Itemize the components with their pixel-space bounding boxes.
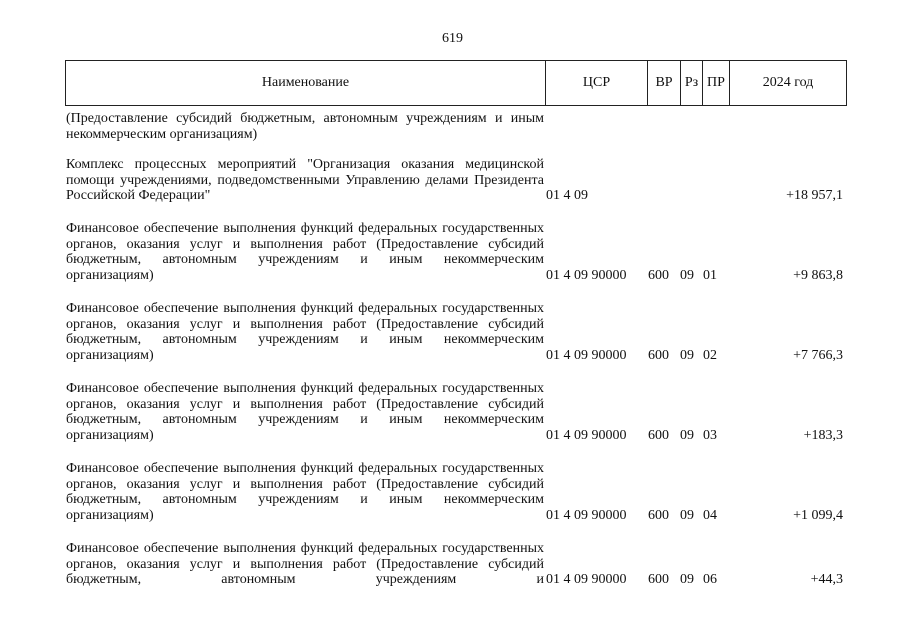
row-amount: +7 766,3 [793, 347, 843, 363]
row-name: Финансовое обеспечение выполнения функций федеральных государственных органов, оказания услуг и выполнения работ (Предоставление субсидий бюджетным, автономным учреждениям и иным некоммерческим организациям) [66, 461, 544, 523]
table-row [0, 111, 905, 142]
row-csr: 01 4 09 90000 [546, 507, 627, 523]
row-csr: 01 4 09 [546, 188, 588, 203]
row-vr: 600 [648, 572, 669, 587]
row-amount: +183,3 [803, 427, 843, 443]
row-pr: 04 [703, 507, 717, 523]
row-pr: 02 [703, 347, 717, 363]
row-amount: +1 099,4 [793, 507, 843, 523]
row-name: Комплекс процессных мероприятий "Организация оказания медицинской помощи учреждениями, подведомственными Управлению делами Президента Российской Федерации" [66, 157, 544, 203]
row-vr: 600 [648, 427, 669, 443]
row-name: Финансовое обеспечение выполнения функций федеральных государственных органов, оказания услуг и выполнения работ (Предоставление субсидий бюджетным, автономным учреждениям и иным некоммерческим организациям) [66, 381, 544, 443]
table-row [0, 221, 905, 283]
row-rz: 09 [680, 572, 694, 587]
row-pr: 01 [703, 267, 717, 283]
page-number: 619 [442, 31, 463, 46]
row-pr: 06 [703, 572, 717, 587]
header-rz: Рз [680, 61, 702, 105]
row-amount: +18 957,1 [786, 188, 843, 203]
row-name: Финансовое обеспечение выполнения функций федеральных государственных органов, оказания услуг и выполнения работ (Предоставление субсидий бюджетным, автономным учреждениям и иным некоммерческим организациям) [66, 221, 544, 283]
header-vr: ВР [647, 61, 680, 105]
row-csr: 01 4 09 90000 [546, 347, 627, 363]
row-rz: 09 [680, 427, 694, 443]
header-year: 2024 год [729, 61, 846, 105]
row-name: Финансовое обеспечение выполнения функций федеральных государственных органов, оказания услуг и выполнения работ (Предоставление субсидий бюджетным, автономным учреждениям и иным некоммерческим организациям) [66, 301, 544, 363]
row-vr: 600 [648, 267, 669, 283]
header-name: Наименование [261, 75, 350, 90]
row-amount: +44,3 [810, 572, 843, 587]
table-header [65, 60, 847, 106]
row-pr: 03 [703, 427, 717, 443]
row-rz: 09 [680, 267, 694, 283]
row-amount: +9 863,8 [793, 267, 843, 283]
table-row [0, 301, 905, 363]
table-row [0, 157, 905, 204]
row-csr: 01 4 09 90000 [546, 267, 627, 283]
header-pr: ПР [702, 61, 729, 105]
row-name: Финансовое обеспечение выполнения функций федеральных государственных органов, оказания услуг и выполнения работ (Предоставление субсидий бюджетным, автономным учреждениям и [66, 541, 544, 587]
row-vr: 600 [648, 507, 669, 523]
row-rz: 09 [680, 507, 694, 523]
row-csr: 01 4 09 90000 [546, 572, 627, 587]
header-csr: ЦСР [545, 61, 647, 105]
row-rz: 09 [680, 347, 694, 363]
table-row [0, 541, 905, 588]
row-vr: 600 [648, 347, 669, 363]
row-csr: 01 4 09 90000 [546, 427, 627, 443]
row-name: (Предоставление субсидий бюджетным, автономным учреждениям и иным некоммерческим организациям) [66, 111, 544, 142]
table-row [0, 381, 905, 443]
table-row [0, 461, 905, 523]
